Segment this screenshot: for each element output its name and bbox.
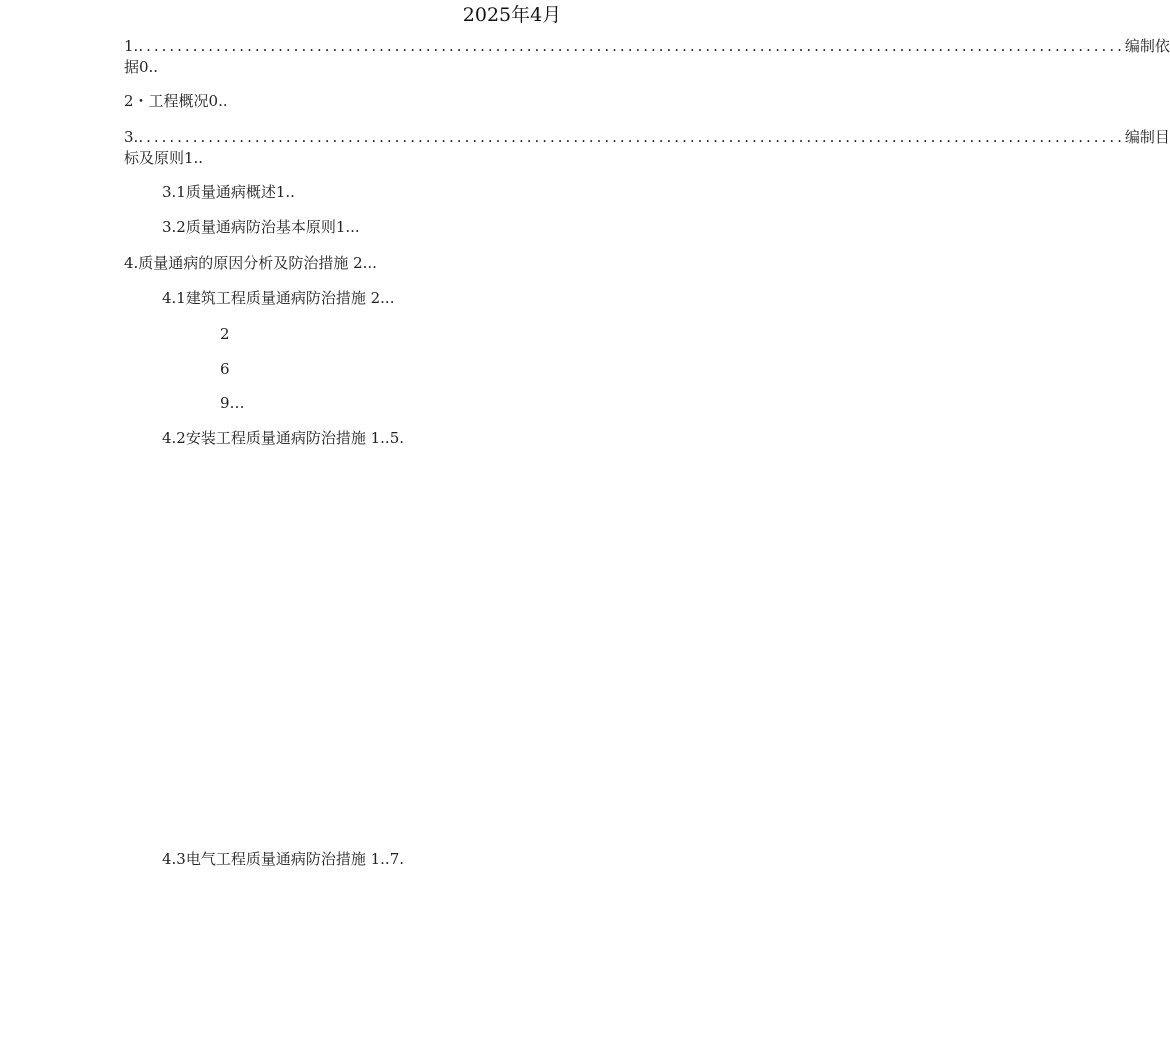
dot-leader: ............................................................................................................................... [138,37,1125,55]
sub-page-number: 2 [220,325,230,343]
toc-entry-4-1: 4.1建筑工程质量通病防治措施 2... [162,289,395,307]
toc-entry-1-continuation: 据0.. [124,58,159,76]
sub-page-number: 9… [220,394,245,412]
toc-entry-3 [124,127,1170,169]
toc-entry-3-continuation: 标及原则1.. [124,149,204,167]
toc-entry-4: 4.质量通病的原因分析及防治措施 2... [124,254,377,272]
toc-entry-1-number: 1. [124,37,139,55]
date-heading: 2025年4月 [462,4,562,26]
toc-entry-4-3: 4.3电气工程质量通病防治措施 1..7. [162,850,405,868]
toc-entry-3-2: 3.2质量通病防治基本原则1... [162,218,360,236]
toc-entry-1 [124,36,1170,78]
toc-entry-3-tail: 编制目 [1124,128,1170,146]
dot-leader: ............................................................................................................................... [138,128,1125,146]
toc-entry-4-2: 4.2安装工程质量通病防治措施 1..5. [162,429,405,447]
toc-entry-3-1: 3.1质量通病概述1.. [162,183,295,201]
toc-entry-2: 2・工程概况0.. [124,92,228,110]
sub-page-number: 6 [220,360,230,378]
toc-entry-1-tail: 编制依 [1124,37,1170,55]
toc-entry-3-number: 3. [124,128,139,146]
